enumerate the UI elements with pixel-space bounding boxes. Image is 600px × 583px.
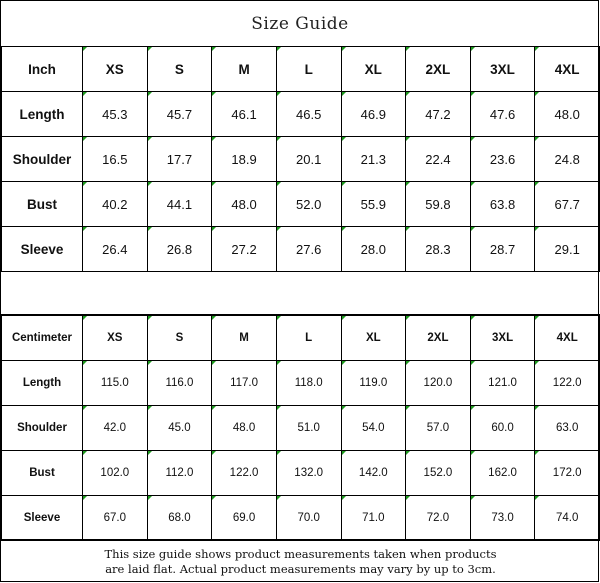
- size-header: XL: [341, 47, 406, 92]
- measurement-cell: 70.0: [276, 496, 341, 541]
- size-header: 4XL: [535, 47, 600, 92]
- table-row: [2, 227, 600, 272]
- measurement-cell: 48.0: [212, 182, 277, 227]
- size-header: 2XL: [406, 316, 471, 361]
- measurement-cell: 57.0: [406, 406, 471, 451]
- measurement-cell: 115.0: [83, 361, 148, 406]
- measurement-cell: 122.0: [535, 361, 600, 406]
- size-header: S: [147, 316, 212, 361]
- measurement-cell: 152.0: [406, 451, 471, 496]
- unit-label: Centimeter: [2, 316, 83, 361]
- measurement-cell: 20.1: [276, 137, 341, 182]
- table-row: [2, 92, 600, 137]
- measurement-cell: 67.0: [83, 496, 148, 541]
- row-label: Length: [2, 361, 83, 406]
- measurement-cell: 46.5: [276, 92, 341, 137]
- measurement-cell: 162.0: [470, 451, 535, 496]
- row-label: Sleeve: [2, 496, 83, 541]
- measurement-cell: 46.9: [341, 92, 406, 137]
- measurement-cell: 28.0: [341, 227, 406, 272]
- measurement-cell: 48.0: [212, 406, 277, 451]
- measurement-cell: 69.0: [212, 496, 277, 541]
- measurement-cell: 102.0: [83, 451, 148, 496]
- note-line-1: This size guide shows product measurements taken when products: [104, 546, 497, 561]
- measurement-cell: 21.3: [341, 137, 406, 182]
- measurement-cell: 52.0: [276, 182, 341, 227]
- size-header: 3XL: [470, 316, 535, 361]
- size-header: 2XL: [406, 47, 471, 92]
- header-row: [2, 316, 600, 361]
- row-label: Bust: [2, 182, 83, 227]
- measurement-cell: 51.0: [276, 406, 341, 451]
- table-row: [2, 451, 600, 496]
- measurement-cell: 118.0: [276, 361, 341, 406]
- measurement-cell: 172.0: [535, 451, 600, 496]
- size-header: S: [147, 47, 212, 92]
- table-row: [2, 182, 600, 227]
- measurement-cell: 46.1: [212, 92, 277, 137]
- measurement-cell: 23.6: [470, 137, 535, 182]
- measurement-cell: 73.0: [470, 496, 535, 541]
- size-header: XS: [83, 316, 148, 361]
- measurement-cell: 122.0: [212, 451, 277, 496]
- measurement-cell: 42.0: [83, 406, 148, 451]
- measurement-cell: 120.0: [406, 361, 471, 406]
- size-header: L: [276, 47, 341, 92]
- table-row: [2, 361, 600, 406]
- table-row: [2, 137, 600, 182]
- size-header: XL: [341, 316, 406, 361]
- note-line-2: are laid flat. Actual product measurements may vary by up to 3cm.: [105, 561, 496, 576]
- measurement-cell: 45.3: [83, 92, 148, 137]
- unit-label: Inch: [2, 47, 83, 92]
- size-header: 3XL: [470, 47, 535, 92]
- measurement-cell: 60.0: [470, 406, 535, 451]
- size-header: 4XL: [535, 316, 600, 361]
- measurement-cell: 47.2: [406, 92, 471, 137]
- measurement-cell: 116.0: [147, 361, 212, 406]
- measurement-cell: 17.7: [147, 137, 212, 182]
- measurement-cell: 119.0: [341, 361, 406, 406]
- row-label: Shoulder: [2, 406, 83, 451]
- row-label: Shoulder: [2, 137, 83, 182]
- measurement-cell: 55.9: [341, 182, 406, 227]
- measurement-cell: 117.0: [212, 361, 277, 406]
- measurement-cell: 72.0: [406, 496, 471, 541]
- measurement-cell: 59.8: [406, 182, 471, 227]
- measurement-cell: 27.6: [276, 227, 341, 272]
- table-row: [2, 406, 600, 451]
- measurement-cell: 22.4: [406, 137, 471, 182]
- centimeter-size-table: [1, 315, 600, 541]
- measurement-cell: 71.0: [341, 496, 406, 541]
- row-label: Bust: [2, 451, 83, 496]
- size-header: XS: [83, 47, 148, 92]
- size-header: L: [276, 316, 341, 361]
- measurement-cell: 54.0: [341, 406, 406, 451]
- measurement-cell: 45.0: [147, 406, 212, 451]
- table-row: [2, 496, 600, 541]
- measurement-cell: 29.1: [535, 227, 600, 272]
- measurement-cell: 28.7: [470, 227, 535, 272]
- size-header: M: [212, 47, 277, 92]
- measurement-cell: 63.8: [470, 182, 535, 227]
- row-label: Length: [2, 92, 83, 137]
- measurement-cell: 47.6: [470, 92, 535, 137]
- measurement-cell: 18.9: [212, 137, 277, 182]
- page-title: Size Guide: [1, 1, 599, 47]
- measurement-cell: 48.0: [535, 92, 600, 137]
- measurement-cell: 44.1: [147, 182, 212, 227]
- measurement-cell: 24.8: [535, 137, 600, 182]
- measurement-note: [1, 539, 600, 583]
- measurement-cell: 142.0: [341, 451, 406, 496]
- measurement-cell: 40.2: [83, 182, 148, 227]
- measurement-cell: 16.5: [83, 137, 148, 182]
- measurement-cell: 27.2: [212, 227, 277, 272]
- inch-size-table: [1, 46, 600, 272]
- measurement-cell: 26.8: [147, 227, 212, 272]
- measurement-cell: 121.0: [470, 361, 535, 406]
- table-spacer: [1, 270, 600, 315]
- measurement-cell: 74.0: [535, 496, 600, 541]
- measurement-cell: 45.7: [147, 92, 212, 137]
- measurement-cell: 132.0: [276, 451, 341, 496]
- measurement-cell: 67.7: [535, 182, 600, 227]
- size-header: M: [212, 316, 277, 361]
- header-row: [2, 47, 600, 92]
- measurement-cell: 112.0: [147, 451, 212, 496]
- measurement-cell: 68.0: [147, 496, 212, 541]
- measurement-cell: 63.0: [535, 406, 600, 451]
- row-label: Sleeve: [2, 227, 83, 272]
- measurement-cell: 26.4: [83, 227, 148, 272]
- measurement-cell: 28.3: [406, 227, 471, 272]
